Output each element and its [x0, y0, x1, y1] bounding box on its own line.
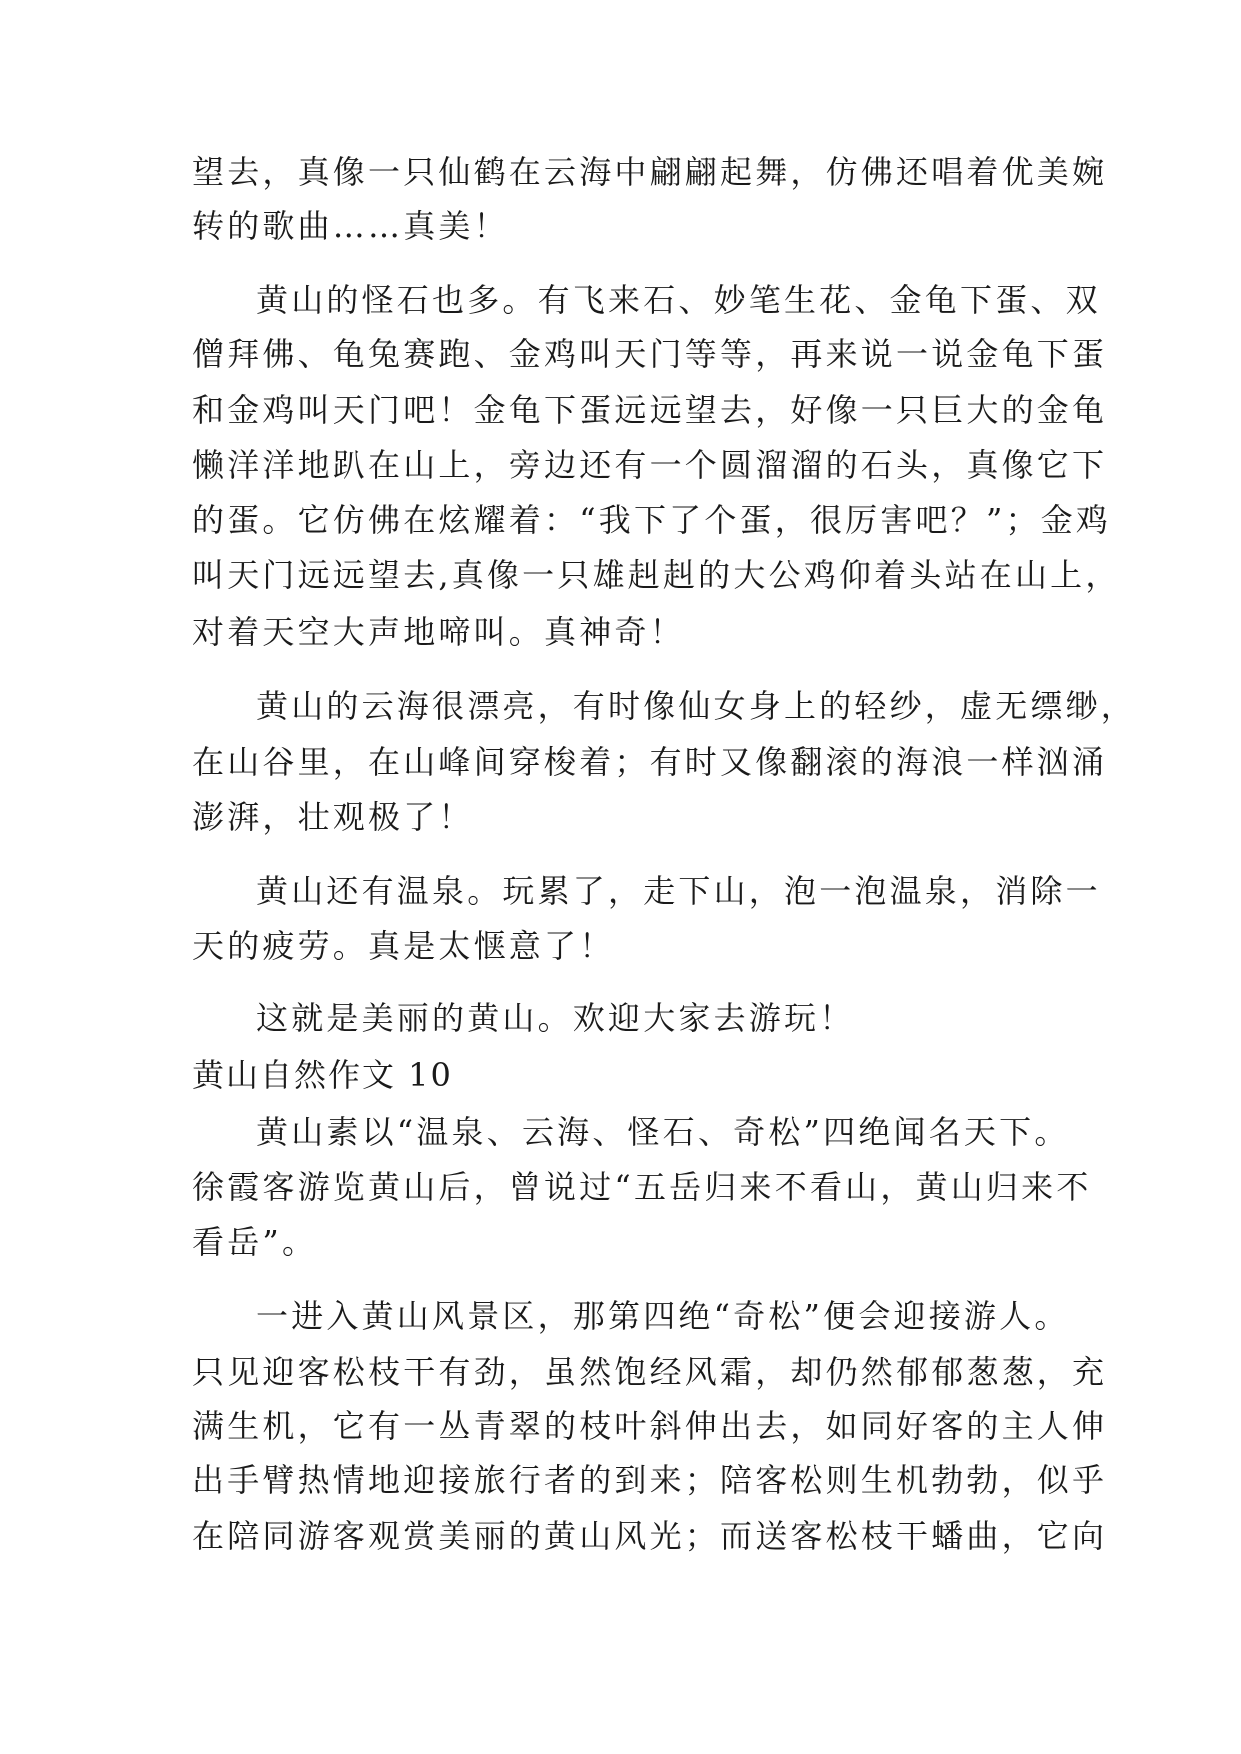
paragraph-first-line: 一进入黄山风景区，那第四绝“奇松”便会迎接游人。 — [256, 1297, 1070, 1335]
text-line: 对着天空大声地啼叫。真神奇！ — [192, 613, 685, 651]
paragraph-first-line: 黄山的云海很漂亮，有时像仙女身上的轻纱，虚无缥缈， — [256, 687, 1137, 725]
text-line: 看岳”。 — [192, 1223, 318, 1261]
text-line: 叫天门远远望去,真像一只雄赳赳的大公鸡仰着头站在山上， — [192, 556, 1121, 594]
text-line: 天的疲劳。真是太惬意了！ — [192, 927, 615, 965]
text-line: 和金鸡叫天门吧！金龟下蛋远远望去，好像一只巨大的金龟 — [192, 391, 1108, 429]
text-line: 在山谷里，在山峰间穿梭着；有时又像翻滚的海浪一样汹涌 — [192, 743, 1108, 781]
text-line: 懒洋洋地趴在山上，旁边还有一个圆溜溜的石头，真像它下 — [192, 446, 1108, 484]
text-line: 僧拜佛、龟兔赛跑、金鸡叫天门等等，再来说一说金龟下蛋 — [192, 335, 1108, 373]
text-line: 徐霞客游览黄山后，曾说过“五岳归来不看山，黄山归来不 — [192, 1168, 1092, 1206]
text-line: 望去，真像一只仙鹤在云海中翩翩起舞，仿佛还唱着优美婉 — [192, 153, 1108, 191]
text-line: 满生机，它有一丛青翠的枝叶斜伸出去，如同好客的主人伸 — [192, 1407, 1108, 1445]
section-heading: 黄山自然作文 10 — [192, 1056, 453, 1094]
paragraph-first-line: 黄山素以“温泉、云海、怪石、奇松”四绝闻名天下。 — [256, 1113, 1070, 1151]
text-line: 只见迎客松枝干有劲，虽然饱经风霜，却仍然郁郁葱葱，充 — [192, 1353, 1108, 1391]
text-line: 澎湃，壮观极了！ — [192, 798, 474, 836]
text-line: 在陪同游客观赏美丽的黄山风光；而送客松枝干蟠曲，它向 — [192, 1517, 1108, 1555]
text-line: 的蛋。它仿佛在炫耀着：“我下了个蛋，很厉害吧？”；金鸡 — [192, 501, 1112, 539]
text-line: 转的歌曲……真美！ — [192, 207, 509, 245]
text-line: 出手臂热情地迎接旅行者的到来；陪客松则生机勃勃，似乎 — [192, 1461, 1108, 1499]
paragraph-first-line: 黄山还有温泉。玩累了，走下山，泡一泡温泉，消除一 — [256, 872, 1101, 910]
paragraph-first-line: 这就是美丽的黄山。欢迎大家去游玩！ — [256, 999, 855, 1037]
paragraph-first-line: 黄山的怪石也多。有飞来石、妙笔生花、金龟下蛋、双 — [256, 281, 1101, 319]
